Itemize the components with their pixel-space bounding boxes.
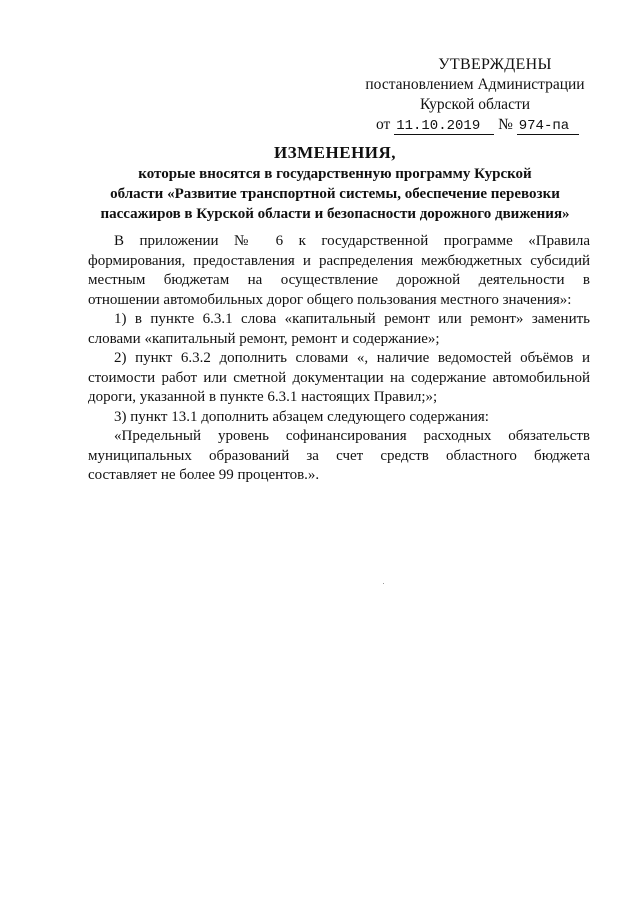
quote-line-1: «Предельный уровень софинансирования расходных обязательств bbox=[114, 428, 590, 444]
approval-date: 11.10.2019 bbox=[394, 118, 494, 135]
document-heading bbox=[80, 143, 590, 224]
item3-line-1: 3) пункт 13.1 дополнить абзацем следующего содержания: bbox=[114, 408, 489, 425]
intro-line-3: местным бюджетам на осуществление дорожной деятельности в bbox=[88, 272, 590, 288]
item2-line-2: стоимости работ или сметной документации на содержание автомобильной bbox=[88, 369, 590, 386]
paragraph-intro bbox=[88, 232, 590, 310]
intro-line-1: В приложении № 6 к государственной программе «Правила bbox=[114, 233, 590, 249]
number-prefix: № bbox=[498, 116, 513, 133]
item1-line-2: словами «капитальный ремонт, ремонт и содержание»; bbox=[88, 330, 440, 347]
heading-line-1: которые вносятся в государственную программу Курской bbox=[138, 166, 532, 182]
quote-line-2: муниципальных образований за счет средств областного бюджета bbox=[88, 447, 590, 464]
approval-number: 974-па bbox=[517, 118, 579, 135]
paragraph-item-1 bbox=[88, 310, 590, 349]
heading-title: ИЗМЕНЕНИЯ, bbox=[273, 143, 397, 162]
approval-date-row bbox=[360, 115, 590, 135]
item2-line-1: 2) пункт 6.3.2 дополнить словами «, наличие ведомостей объёмов и bbox=[114, 350, 590, 366]
item1-line-1: 1) в пункте 6.3.1 слова «капитальный ремонт или ремонт» заменить bbox=[114, 311, 590, 327]
quote-line-3: составляет не более 99 процентов.». bbox=[88, 467, 320, 483]
approval-line-2: Курской области bbox=[419, 96, 531, 113]
approval-block bbox=[360, 55, 590, 135]
document-body bbox=[88, 232, 590, 486]
heading-line-3: пассажиров в Курской области и безопасности дорожного движения» bbox=[100, 206, 570, 222]
paragraph-item-2 bbox=[88, 349, 590, 408]
date-prefix: от bbox=[376, 116, 391, 133]
paragraph-item-3 bbox=[88, 408, 590, 428]
item2-line-3: дороги, указанной в пункте 6.3.1 настоящих Правил;»; bbox=[88, 389, 438, 405]
intro-line-4: отношении автомобильных дорог общего пользования местного значения»: bbox=[88, 291, 572, 308]
approval-line-1: постановлением Администрации bbox=[365, 76, 585, 93]
heading-line-2: области «Развитие транспортной системы, обеспечение перевозки bbox=[110, 186, 560, 202]
intro-line-2: формирования, предоставления и распределения межбюджетных субсидий bbox=[88, 252, 590, 269]
scan-speck bbox=[383, 583, 384, 584]
approval-title: УТВЕРЖДЕНЫ bbox=[438, 56, 552, 73]
paragraph-quote bbox=[88, 427, 590, 486]
